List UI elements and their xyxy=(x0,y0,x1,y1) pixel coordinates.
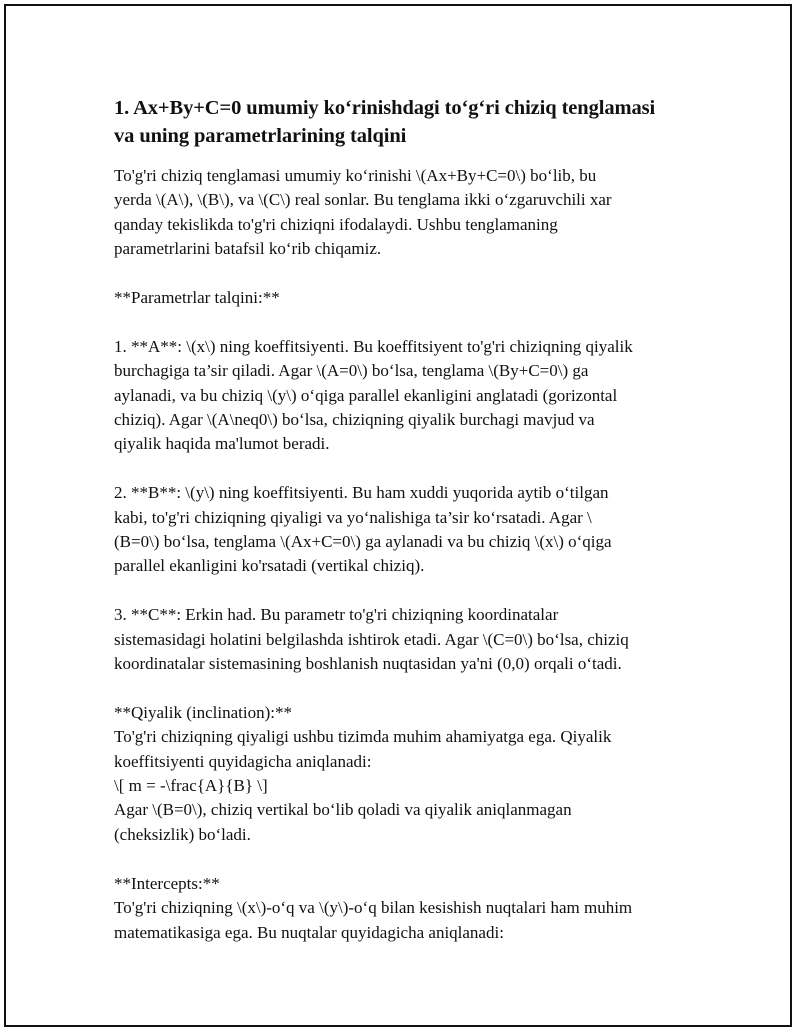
text-line: To'g'ri chiziq tenglamasi umumiy ko‘rinishi \(Ax+By+C=0\) bo‘lib, bu xyxy=(114,166,597,185)
text-line: parallel ekanligini ko'rsatadi (vertikal chiziq). xyxy=(114,556,425,576)
text-line: sistemasidagi holatini belgilashda ishtirok etadi. Agar \(C=0\) bo‘lsa, chiziq xyxy=(114,629,629,649)
text-line: 2. **B**: \(y\) ning koeffitsiyenti. Bu ham xuddi yuqorida aytib o‘tilgan xyxy=(114,483,609,503)
intro-paragraph xyxy=(114,164,684,262)
text-line: yerda \(A\), \(B\), va \(C\) real sonlar. Bu tenglama ikki o‘zgaruvchili xar xyxy=(114,190,612,210)
paragraph-gap xyxy=(114,579,684,603)
params-heading: **Parametrlar talqini:** xyxy=(114,288,280,308)
text-line: burchagiga ta’sir qiladi. Agar \(A=0\) bo‘lsa, tenglama \(By+C=0\) ga xyxy=(114,361,589,381)
text-line: koordinatalar sistemasining boshlanish nuqtasidan ya'ni (0,0) orqali o‘tadi. xyxy=(114,654,622,674)
param-c-paragraph xyxy=(114,603,684,676)
text-line: (cheksizlik) bo‘ladi. xyxy=(114,824,251,844)
text-line: matematikasiga ega. Bu nuqtalar quyidagicha aniqlanadi: xyxy=(114,922,504,942)
paragraph-gap xyxy=(114,310,684,334)
intercepts-section xyxy=(114,872,684,945)
paragraph-gap xyxy=(114,457,684,481)
text-line: koeffitsiyenti quyidagicha aniqlanadi: xyxy=(114,751,372,771)
paragraph-gap xyxy=(114,847,684,871)
param-b-paragraph xyxy=(114,481,684,579)
text-line: Agar \(B=0\), chiziq vertikal bo‘lib qoladi va qiyalik aniqlanmagan xyxy=(114,800,572,820)
intercepts-heading: **Intercepts:** xyxy=(114,873,220,893)
text-line: qanday tekislikda to'g'ri chiziqni ifodalaydi. Ushbu tenglamaning xyxy=(114,214,558,234)
document-title xyxy=(114,94,684,150)
text-line: 1. **A**: \(x\) ning koeffitsiyenti. Bu koeffitsiyent to'g'ri chiziqning qiyalik xyxy=(114,336,633,356)
text-line: To'g'ri chiziqning \(x\)-o‘q va \(y\)-o‘q bilan kesishish nuqtalari ham muhim xyxy=(114,898,633,918)
text-line: aylanadi, va bu chiziq \(y\) o‘qiga parallel ekanligini anglatadi (gorizontal xyxy=(114,385,618,405)
slope-heading: **Qiyalik (inclination):** xyxy=(114,702,292,722)
text-line: parametrlarini batafsil ko‘rib chiqamiz. xyxy=(114,239,382,259)
document-body xyxy=(114,94,684,945)
param-a-paragraph xyxy=(114,335,684,457)
title-line: va uning parametrlarining talqini xyxy=(114,125,407,147)
text-line: (B=0\) bo‘lsa, tenglama \(Ax+C=0\) ga aylanadi va bu chiziq \(x\) o‘qiga xyxy=(114,532,612,552)
text-line: chiziq). Agar \(A\neq0\) bo‘lsa, chiziqning qiyalik burchagi mavjud va xyxy=(114,410,595,430)
paragraph-gap xyxy=(114,676,684,700)
text-line: To'g'ri chiziqning qiyaligi ushbu tizimda muhim ahamiyatga ega. Qiyalik xyxy=(114,727,612,747)
text-line: 3. **C**: Erkin had. Bu parametr to'g'ri chiziqning koordinatalar xyxy=(114,605,559,625)
slope-formula: \[ m = -\frac{A}{B} \] xyxy=(114,776,268,796)
text-line: qiyalik haqida ma'lumot beradi. xyxy=(114,434,330,454)
slope-section xyxy=(114,701,684,847)
text-line: kabi, to'g'ri chiziqning qiyaligi va yo‘nalishiga ta’sir ko‘rsatadi. Agar \ xyxy=(114,507,592,527)
title-line: 1. Ax+By+C=0 umumiy ko‘rinishdagi to‘g‘ri chiziq tenglamasi xyxy=(114,97,656,119)
paragraph-gap xyxy=(114,262,684,286)
